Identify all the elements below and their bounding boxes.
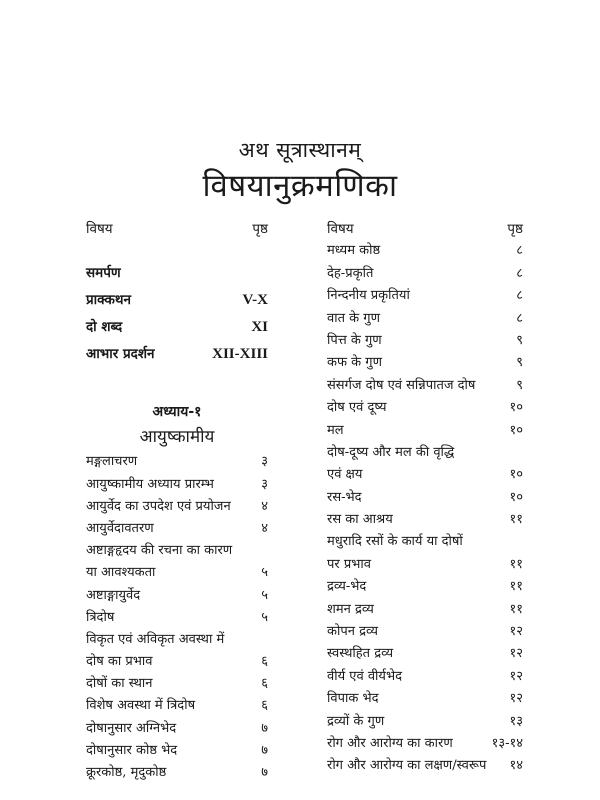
toc-entry: [86, 562, 268, 584]
subject-header: विषय: [86, 221, 113, 237]
entry-label: दोषानुसार अग्निभेद: [86, 720, 177, 736]
entry-label: समर्पण: [86, 265, 121, 282]
entry-label: दोषानुसार कोष्ठ भेद: [86, 742, 178, 758]
toc-entry-front: [86, 314, 268, 341]
toc-entry: [327, 509, 523, 531]
entry-page: XII-XIII: [212, 346, 268, 363]
entry-label: देह-प्रकृति: [327, 265, 374, 281]
toc-entry: [327, 263, 523, 285]
entry-label: द्रव्यों के गुण: [327, 713, 385, 729]
entry-label: आयुर्वेद का उपदेश एवं प्रयोजन: [86, 498, 231, 514]
toc-entry: [86, 673, 268, 695]
toc-entry: [327, 487, 523, 509]
entry-label: अष्टाङ्गायुर्वेद: [86, 587, 141, 603]
toc-entry: [327, 531, 523, 553]
toc-entry: [86, 518, 268, 540]
entry-page: १४: [509, 758, 523, 774]
entry-page: १३-१४: [491, 735, 523, 751]
entry-label: या आवश्यकता: [86, 565, 156, 581]
entry-label: मल: [327, 422, 344, 438]
entry-page: १०: [509, 467, 523, 483]
toc-entry: [327, 755, 523, 777]
toc-entry: [327, 240, 523, 262]
toc-entry: [327, 643, 523, 665]
entry-page: ६: [261, 654, 268, 670]
entry-page: ११: [509, 601, 523, 617]
chapter-number: अध्याय-१: [152, 404, 202, 421]
entry-label: त्रिदोष: [86, 609, 115, 625]
toc-entry: [327, 308, 523, 330]
entry-label: पर प्रभाव: [327, 556, 371, 572]
entry-label: पित्त के गुण: [327, 332, 382, 348]
toc-entry: [327, 711, 523, 733]
toc-entry: [327, 285, 523, 307]
entry-label: कोपन द्रव्य: [327, 624, 378, 640]
entry-label: दोष-दूष्य और मल की वृद्धि: [327, 444, 455, 460]
toc-entry: [86, 762, 268, 784]
toc-entry: [86, 695, 268, 717]
entry-label: अष्टाङ्गहृदय की रचना का कारण: [86, 543, 233, 559]
toc-left-column: [86, 218, 268, 784]
column-header: [86, 218, 268, 240]
chapter-entries: [86, 451, 268, 784]
toc-entry: [86, 718, 268, 740]
entry-label: आयुर्वेदावतरण: [86, 520, 154, 536]
entry-label: आयुष्कामीय अध्याय प्रारम्भ: [86, 476, 214, 492]
entry-label: विकृत एवं अविकृत अवस्था में: [86, 631, 225, 647]
entry-label: निन्दनीय प्रकृतियां: [327, 288, 410, 304]
toc-entry: [86, 585, 268, 607]
entry-page: १२: [509, 624, 523, 640]
entry-page: ७: [261, 742, 268, 758]
entry-page: १०: [509, 489, 523, 505]
toc-entry: [86, 651, 268, 673]
toc-entry: [86, 740, 268, 762]
entry-page: ८: [516, 243, 523, 259]
page-header: पृष्ठ: [507, 221, 523, 237]
entry-label: शमन द्रव्य: [327, 601, 374, 617]
entry-page: १२: [509, 691, 523, 707]
toc-entry: [86, 496, 268, 518]
entry-page: XI: [251, 319, 268, 336]
toc-right-column: [327, 218, 523, 778]
entry-label: विशेष अवस्था में त्रिदोष: [86, 698, 196, 714]
toc-entry: [86, 540, 268, 562]
toc-entry: [327, 330, 523, 352]
entry-page: ६: [261, 676, 268, 692]
entry-page: ६: [261, 698, 268, 714]
entry-page: ७: [261, 720, 268, 736]
entry-page: ४: [261, 498, 268, 514]
entry-label: द्रव्य-भेद: [327, 579, 367, 595]
entry-label: एवं क्षय: [327, 467, 363, 483]
entry-label: संसर्गज दोष एवं सन्निपातज दोष: [327, 377, 476, 393]
toc-entry: [327, 733, 523, 755]
entry-label: दोषों का स्थान: [86, 676, 153, 692]
entry-label: रोग और आरोग्य का लक्षण/स्वरूप: [327, 758, 487, 774]
entry-page: ८: [516, 288, 523, 304]
toc-entry: [327, 442, 523, 464]
entry-page: V-X: [242, 292, 268, 309]
entry-label: क्रूरकोष्ठ, मृदुकोष्ठ: [86, 765, 167, 781]
toc-entry: [327, 666, 523, 688]
page-title: विषयानुक्रमणिका: [202, 168, 398, 204]
page-header: पृष्ठ: [252, 221, 268, 237]
toc-entry: [86, 629, 268, 651]
entry-label: दो शब्द: [86, 319, 123, 336]
entry-label: मध्यम कोष्ठ: [327, 243, 381, 259]
entry-page: १०: [509, 400, 523, 416]
toc-entry: [86, 451, 268, 473]
toc-entry: [327, 352, 523, 374]
entry-page: ५: [261, 565, 268, 581]
toc-entry: [327, 420, 523, 442]
entry-page: १३: [509, 713, 523, 729]
toc-entry-front: [86, 260, 268, 287]
toc-entry: [327, 576, 523, 598]
toc-entry-front: [86, 287, 268, 314]
entry-page: ८: [516, 265, 523, 281]
entry-page: ४: [261, 520, 268, 536]
entry-label: प्राक्कथन: [86, 292, 132, 309]
entry-label: रोग और आरोग्य का कारण: [327, 735, 453, 751]
entry-label: रस का आश्रय: [327, 512, 393, 528]
toc-entry: [327, 599, 523, 621]
entry-page: ८: [516, 310, 523, 326]
entry-label: दोष का प्रभाव: [86, 654, 153, 670]
entry-page: ९: [516, 377, 523, 393]
entry-label: स्वस्थहित द्रव्य: [327, 646, 394, 662]
entry-page: १२: [509, 646, 523, 662]
entry-label: मङ्गलाचरण: [86, 454, 138, 470]
toc-entry: [327, 688, 523, 710]
entry-page: ३: [261, 476, 268, 492]
entry-page: ११: [509, 512, 523, 528]
toc-entry: [327, 397, 523, 419]
entry-label: दोष एवं दूष्य: [327, 400, 387, 416]
chapter-title: आयुष्कामीय: [139, 427, 215, 448]
entry-page: १०: [509, 422, 523, 438]
entry-page: ९: [516, 332, 523, 348]
entry-page: ५: [261, 587, 268, 603]
subject-header: विषय: [327, 221, 354, 237]
toc-entry: [327, 554, 523, 576]
entry-label: वीर्य एवं वीर्यभेद: [327, 668, 402, 684]
entry-label: आभार प्रदर्शन: [86, 346, 155, 363]
column-header: [327, 218, 523, 240]
entry-page: ११: [509, 556, 523, 572]
entry-page: ३: [261, 454, 268, 470]
toc-entry: [86, 607, 268, 629]
entry-page: ११: [509, 579, 523, 595]
toc-entry: [86, 474, 268, 496]
toc-entry: [327, 375, 523, 397]
entry-page: १२: [509, 668, 523, 684]
entry-label: कफ के गुण: [327, 355, 382, 371]
entry-label: वात के गुण: [327, 310, 380, 326]
entry-page: ७: [261, 765, 268, 781]
toc-entry: [327, 621, 523, 643]
entry-label: रस-भेद: [327, 489, 362, 505]
entry-page: ५: [261, 609, 268, 625]
entry-page: ९: [516, 355, 523, 371]
entry-label: विपाक भेद: [327, 691, 379, 707]
toc-entry-front: [86, 341, 268, 368]
toc-entry: [327, 464, 523, 486]
section-subtitle: अथ सूत्रास्थानम्: [238, 138, 362, 162]
entry-label: मधुरादि रसों के कार्य या दोषों: [327, 534, 463, 550]
